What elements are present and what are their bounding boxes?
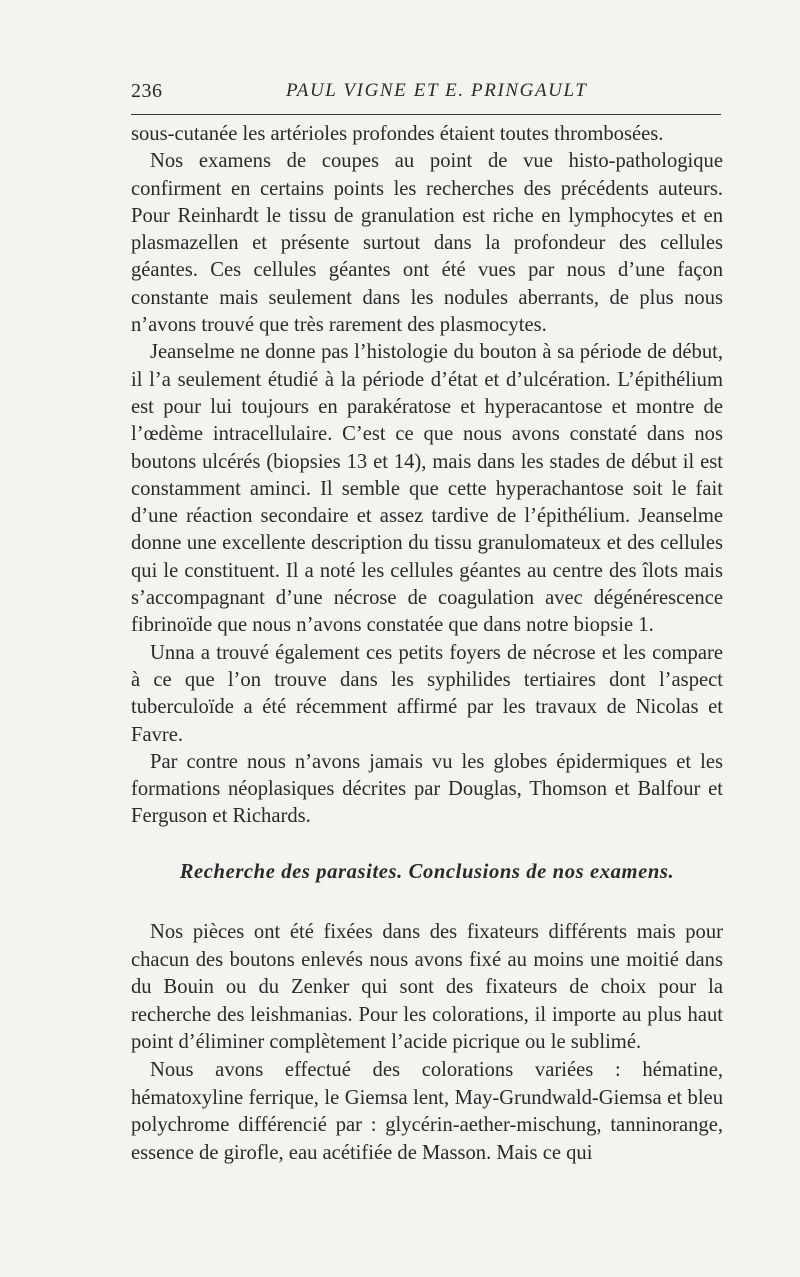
paragraph: sous-cutanée les artérioles profondes étaient toutes thrombosées. xyxy=(131,123,664,145)
paragraph: Unna a trouvé également ces petits foyers de nécrose et les compare à ce que l’on trouve dans les syphilides tertiaires dont l’aspect tuberculoïde a été récemment affirmé par les travaux de Nicolas et Favre. xyxy=(131,641,723,746)
section-heading: Recherche des parasites. Conclusions de nos examens. xyxy=(179,860,675,883)
paragraph: Par contre nous n’avons jamais vu les globes épidermiques et les formations néoplasiques décrites par Douglas, Thomson et Balfour et Ferguson et Richards. xyxy=(131,750,723,828)
paragraph: Nous avons effectué des colorations variées : hématine, hématoxyline ferrique, le Giemsa lent, May-Grundwald-Giemsa et bleu polychrome différencié par : glycérin-aether-mischung, tanninorange, essence de girofle, eau acétifiée de Masson. Mais ce qui xyxy=(131,1058,723,1164)
running-header xyxy=(131,80,721,106)
paragraph: Nos pièces ont été fixées dans des fixateurs différents mais pour chacun des boutons enlevés nous avons fixé au moins une moitié dans du Bouin ou du Zenker qui sont des fixateurs de choix pour la recherche des leishmanias. Pour les colorations, il importe au plus haut point d’éliminer complètement l’acide picrique ou le sublimé. xyxy=(131,921,723,1054)
body-text xyxy=(131,121,723,1167)
page-number: 236 xyxy=(131,80,163,102)
section-body xyxy=(131,919,723,1167)
running-title: PAUL VIGNE ET E. PRINGAULT xyxy=(286,80,588,101)
paragraph: Jeanselme ne donne pas l’histologie du bouton à sa période de début, il l’a seulement étudié à la période d’état et d’ulcération. L’épithélium est pour lui toujours en parakératose et hyperacantose et montre de l’œdème intracellulaire. C’est ce que nous avons constaté dans nos boutons ulcérés (biopsies 13 et 14), mais dans les stades de début il est constamment aminci. Il semble que cette hyperachantose soit le fait d’une réaction secondaire et assez tardive de l’épithélium. Jeanselme donne une excellente description du tissu granulomateux et des cellules qui le constituent. Il a noté les cellules géantes au centre des îlots mais s’accompagnant d’une nécrose de coagulation avec dégénérescence fibrinoïde que nous n’avons constatée que dans notre biopsie 1. xyxy=(131,341,723,637)
paragraph: Nos examens de coupes au point de vue histo-pathologique confirment en certains points les recherches des précédents auteurs. Pour Reinhardt le tissu de granulation est riche en lymphocytes et en plasmazellen et présente surtout dans la profondeur des cellules géantes. Ces cellules géantes ont été vues par nous d’une façon constante mais seulement dans les nodules aberrants, de plus nous n’avons trouvé que très rarement des plasmocytes. xyxy=(131,150,723,337)
header-rule xyxy=(131,114,721,115)
